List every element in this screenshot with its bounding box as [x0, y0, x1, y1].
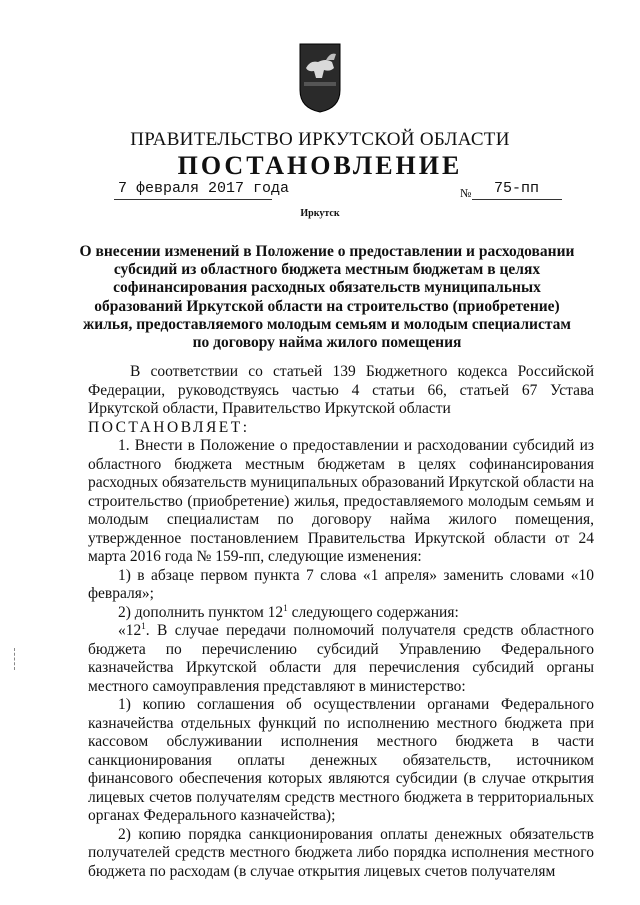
- item-1-paragraph: 1. Внести в Положение о предоставлении и расходовании субсидий из областного бюджета местным бюджетам в целях софинансирования расходных обязательств муниципальных образований Иркутской области на строительство (приобретение) жилья, предоставляемого молодым семьям и молодым специалистам по договору найма жилого помещения, утвержденное постановлением Правительства Иркутской области от 24 марта 2016 года № 159-пп, следующие изменения:: [88, 437, 594, 565]
- document-date: 7 февраля 2017 года: [118, 180, 290, 197]
- point-12-1-item-1: 1) копию соглашения об осуществлении органами Федерального казначейства отдельных функций по исполнению местного бюджета при кассовом обслуживании исполнения местного бюджета в части санкционирования оплаты денежных обязательств, источником финансового обеспечения которых являются субсидии (в случае открытия лицевых счетов получателям средств местного бюджета в территориальных органах Федерального казначейства);: [88, 696, 594, 824]
- document-body: [88, 363, 594, 881]
- point-12-1-text: . В случае передачи полномочий получателя средств областного бюджета по перечислению субсидий Управлению Федерального казначейства Иркутской области для перечисления субсидий органы местного самоуправления представляют в министерство:: [88, 622, 594, 695]
- subitem-2-suffix: следующего содержания:: [287, 603, 459, 621]
- number-sign: №: [460, 186, 472, 200]
- document-number: 75-пп: [494, 180, 540, 197]
- subitem-2-paragraph: [88, 604, 594, 623]
- document-title: О внесении изменений в Положение о предоставлении и расходовании субсидий из областного бюджета местным бюджетам в целях софинансирования расходных обязательств муниципальных образований Иркутской области на строительство (приобретение) жилья, предоставляемого молодым семьям и молодым специалистам по договору найма жилого помещения: [79, 243, 575, 352]
- preamble-paragraph: В соответствии со статьей 139 Бюджетного кодекса Российской Федерации, руководствуясь частью 4 статьи 66, статьей 67 Устава Иркутской области, Правительство Иркутской области: [88, 363, 594, 417]
- subitem-2-text: 2) дополнить пунктом 12: [118, 603, 284, 621]
- subitem-1-paragraph: 1) в абзаце первом пункта 7 слова «1 апреля» заменить словами «10 февраля»;: [88, 566, 594, 602]
- number-underline: [472, 199, 562, 200]
- point-12-1-paragraph: [88, 622, 594, 696]
- coat-of-arms-emblem: [296, 38, 344, 114]
- point-12-1-item-2: 2) копию порядка санкционирования оплаты денежных обязательств получателей средств местного бюджета либо порядка исполнения местного бюджета по расходам (в случае открытия лицевых счетов получателям: [88, 825, 594, 880]
- resolves-keyword: ПОСТАНОВЛЯЕТ:: [88, 418, 250, 436]
- city-name: Иркутск: [300, 208, 340, 219]
- government-name: ПРАВИТЕЛЬСТВО ИРКУТСКОЙ ОБЛАСТИ: [130, 129, 510, 150]
- point-12-1-superscript: 1: [141, 620, 146, 631]
- document-type-heading: ПОСТАНОВЛЕНИЕ: [177, 151, 463, 180]
- margin-mark: [14, 648, 16, 670]
- subitem-2-superscript: 1: [283, 602, 288, 613]
- date-underline: [114, 199, 272, 200]
- point-12-1-number: «12: [118, 622, 142, 639]
